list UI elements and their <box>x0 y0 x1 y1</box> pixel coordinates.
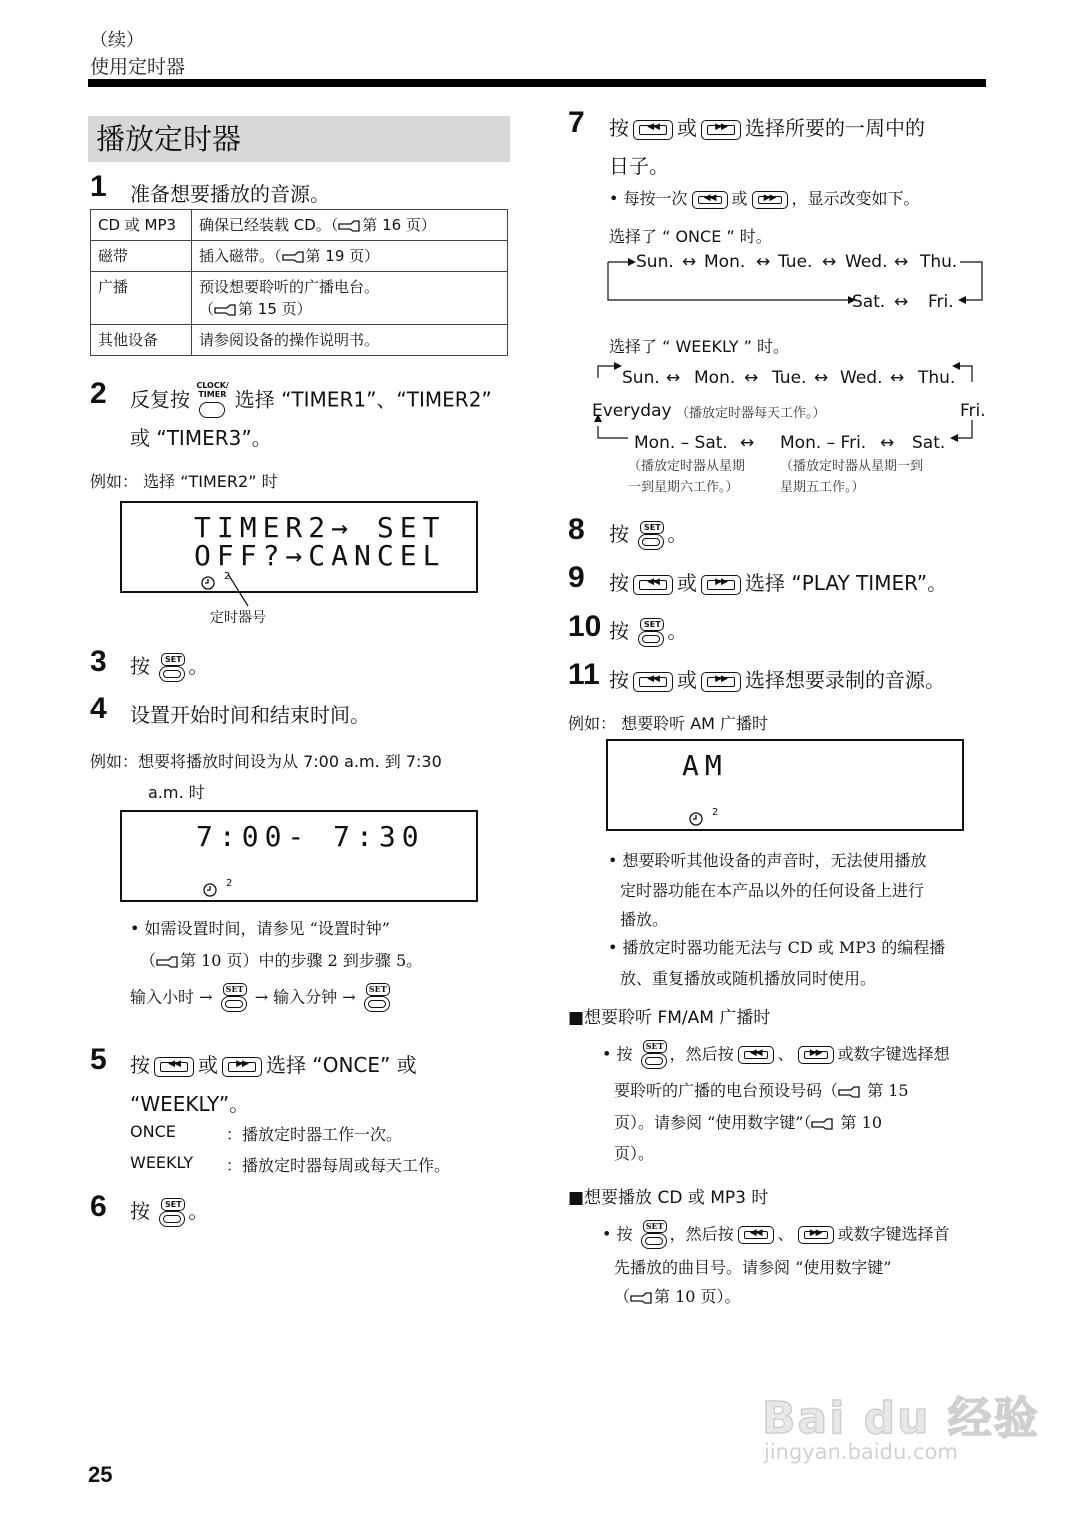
note-11-line: 播放。 <box>620 910 669 929</box>
step-1-number: 1 <box>90 170 107 203</box>
callout-line <box>226 572 256 610</box>
clock-timer-button-icon: CLOCK/ TIMER <box>196 383 228 419</box>
step-7-text-cont: 日子。 <box>609 154 669 178</box>
weekly-note-a-1: （播放定时器从星期 <box>628 459 746 474</box>
once-tue: Tue. <box>778 252 813 272</box>
step-8-text: 按 SET 。 <box>609 518 687 551</box>
next-button-icon: ▶▶ <box>752 191 788 209</box>
step-6-number: 6 <box>90 1190 107 1223</box>
set-button-icon: SET <box>158 653 186 683</box>
lcd-time: 7:00- 7:30 <box>196 820 425 853</box>
bidirectional-arrow-icon: ↔ <box>880 433 895 453</box>
previous-button-icon: ◀◀ <box>633 120 673 140</box>
once-thu: Thu. <box>920 252 958 272</box>
lcd-display-2 <box>120 810 478 902</box>
weekly-note-a-2: 一到星期六工作。） <box>628 480 739 495</box>
once-wed: Wed. <box>845 252 888 272</box>
timer-number: 2 <box>712 807 719 818</box>
note-11-line: • 播放定时器功能无法与 CD 或 MP3 的编程播 <box>608 938 946 957</box>
note-4-line-1: • 如需设置时间，请参见 “设置时钟” <box>130 919 390 938</box>
step-4-number: 4 <box>90 692 107 725</box>
timer-clock-icon <box>202 882 218 898</box>
cdmp3-line-2: 先播放的曲目号。请参阅 “使用数字键” <box>614 1258 892 1277</box>
set-button-icon: SET <box>637 618 665 648</box>
source-table <box>90 209 508 356</box>
set-button-icon: SET <box>640 1220 668 1250</box>
fmam-line-4: 页）。 <box>614 1144 655 1163</box>
bidirectional-arrow-icon: ↔ <box>894 292 909 312</box>
table-row <box>91 210 508 241</box>
weekly-everyday-note: （播放定时器每天工作。） <box>676 406 826 421</box>
continued-label: （续） <box>90 30 144 51</box>
lcd-display-1 <box>120 501 478 593</box>
next-button-icon: ▶▶ <box>701 575 741 595</box>
previous-button-icon: ◀◀ <box>633 672 673 692</box>
source-cell: CD 或 MP3 <box>91 210 192 241</box>
fmam-title: ■想要聆听 FM/AM 广播时 <box>568 1008 771 1028</box>
weekly-label: 选择了 “ WEEKLY ” 时。 <box>609 337 790 356</box>
cdmp3-line-1: • 按 SET ，然后按 ◀◀ 、 ▶▶ 或数字键选择首 <box>602 1220 950 1250</box>
next-button-icon: ▶▶ <box>798 1046 834 1064</box>
weekly-thu: Thu. <box>918 368 956 388</box>
next-button-icon: ▶▶ <box>701 672 741 692</box>
mode-once-desc: ：播放定时器工作一次。 <box>226 1125 403 1144</box>
reference-hand-icon <box>214 303 238 317</box>
step-7-number: 7 <box>568 106 585 139</box>
reference-hand-icon <box>811 1117 835 1131</box>
step-6-text: 按 SET 。 <box>130 1195 208 1228</box>
section-title: 播放定时器 <box>88 116 510 162</box>
cdmp3-line-3: （ 第 10 页）。 <box>614 1287 741 1306</box>
source-cell: 磁带 <box>91 241 192 272</box>
mode-once-key: ONCE <box>130 1122 176 1141</box>
weekly-mon-fri: Mon. – Fri. <box>780 433 867 453</box>
bidirectional-arrow-icon: ↔ <box>756 252 771 272</box>
fmam-line-2: 要聆听的广播的电台预设号码（ 第 15 <box>614 1081 909 1100</box>
previous-button-icon: ◀◀ <box>738 1046 774 1064</box>
header-rule <box>88 79 986 87</box>
timer-number: 2 <box>226 878 233 889</box>
weekly-mon-sat: Mon. – Sat. <box>634 433 728 453</box>
previous-button-icon: ◀◀ <box>154 1057 194 1077</box>
step-3-number: 3 <box>90 645 107 678</box>
reference-hand-icon <box>156 955 180 969</box>
bidirectional-arrow-icon: ↔ <box>744 368 759 388</box>
weekly-everyday: Everyday <box>592 401 672 421</box>
weekly-tue: Tue. <box>772 368 807 388</box>
set-button-icon: SET <box>363 983 391 1013</box>
note-4-line-3: 输入小时 → SET → 输入分钟 → SET <box>130 983 393 1013</box>
cdmp3-title: ■想要播放 CD 或 MP3 时 <box>568 1188 769 1208</box>
page-number: 25 <box>88 1462 113 1487</box>
step-9-number: 9 <box>568 561 585 594</box>
weekly-note-b-1: （播放定时器从星期一到 <box>780 459 924 474</box>
note-7: • 每按一次 ◀◀ 或 ▶▶ ，显示改变如下。 <box>609 189 920 208</box>
step-2-number: 2 <box>90 377 107 410</box>
example-2-cont: a.m. 时 <box>148 783 205 802</box>
step-10-number: 10 <box>568 610 602 643</box>
step-2-text-cont: 或 “TIMER3”。 <box>130 426 272 450</box>
set-button-icon: SET <box>158 1198 186 1228</box>
step-8-number: 8 <box>568 513 585 546</box>
lcd-source: AM <box>682 749 728 782</box>
note-11-line: • 想要聆听其他设备的声音时，无法使用播放 <box>608 851 927 870</box>
step-2-text: 反复按 CLOCK/ TIMER 选择 “TIMER1”、“TIMER2” <box>130 383 492 419</box>
weekly-wed: Wed. <box>840 368 883 388</box>
step-1-text: 准备想要播放的音源。 <box>130 182 330 206</box>
lcd-caption: 定时器号 <box>210 610 266 626</box>
weekly-note-b-2: 星期五工作。） <box>780 480 865 495</box>
lcd-display-3 <box>606 739 964 831</box>
once-label: 选择了 “ ONCE ” 时。 <box>609 227 772 246</box>
once-mon: Mon. <box>704 252 746 272</box>
action-cell: 确保已经装载 CD。（ 第 16 页） <box>192 210 508 241</box>
note-11-line: 放、重复播放或随机播放同时使用。 <box>620 969 877 988</box>
weekly-mon: Mon. <box>694 368 736 388</box>
weekly-sun: Sun. <box>622 368 660 388</box>
set-button-icon: SET <box>220 983 248 1013</box>
set-button-icon: SET <box>640 1040 668 1070</box>
step-5-text: 按 ◀◀ 或 ▶▶ 选择 “ONCE” 或 <box>130 1053 417 1077</box>
step-5-text-cont: “WEEKLY”。 <box>130 1092 250 1116</box>
lcd-line-1: TIMER2→ SET <box>194 511 446 544</box>
example-3: 例如： 想要聆听 AM 广播时 <box>568 714 769 733</box>
bidirectional-arrow-icon: ↔ <box>894 252 909 272</box>
source-cell: 其他设备 <box>91 325 192 356</box>
table-row <box>91 325 508 356</box>
previous-button-icon: ◀◀ <box>738 1226 774 1244</box>
step-5-number: 5 <box>90 1043 107 1076</box>
action-cell: 插入磁带。（ 第 19 页） <box>192 241 508 272</box>
note-11-line: 定时器功能在本产品以外的任何设备上进行 <box>620 881 925 900</box>
reference-hand-icon <box>282 250 306 264</box>
example-2: 例如：想要将播放时间设为从 7:00 a.m. 到 7:30 <box>90 752 442 771</box>
once-sun: Sun. <box>636 252 674 272</box>
step-11-number: 11 <box>568 658 600 691</box>
timer-clock-icon <box>200 575 216 591</box>
mode-weekly-desc: ：播放定时器每周或每天工作。 <box>226 1156 451 1175</box>
table-row <box>91 272 508 325</box>
step-4-text: 设置开始时间和结束时间。 <box>130 703 370 727</box>
bidirectional-arrow-icon: ↔ <box>822 252 837 272</box>
reference-hand-icon <box>630 1291 654 1305</box>
step-7-text: 按 ◀◀ 或 ▶▶ 选择所要的一周中的 <box>609 116 925 140</box>
step-11-text: 按 ◀◀ 或 ▶▶ 选择想要录制的音源。 <box>609 668 945 692</box>
source-cell: 广播 <box>91 272 192 325</box>
previous-button-icon: ◀◀ <box>692 191 728 209</box>
mode-weekly-key: WEEKLY <box>130 1153 194 1172</box>
previous-button-icon: ◀◀ <box>633 575 673 595</box>
once-fri: Fri. <box>928 292 954 312</box>
watermark-logo: Bai du 经验 <box>762 1393 1040 1444</box>
chapter-title: 使用定时器 <box>90 56 186 78</box>
next-button-icon: ▶▶ <box>222 1057 262 1077</box>
bidirectional-arrow-icon: ↔ <box>666 368 681 388</box>
next-button-icon: ▶▶ <box>798 1226 834 1244</box>
step-9-text: 按 ◀◀ 或 ▶▶ 选择 “PLAY TIMER”。 <box>609 571 948 595</box>
once-sat: Sat. <box>852 292 886 312</box>
watermark-url: jingyan.baidu.com <box>764 1440 958 1464</box>
action-cell: 预设想要聆听的广播电台。 （ 第 15 页） <box>192 272 508 325</box>
note-4-line-2: （ 第 10 页）中的步骤 2 到步骤 5。 <box>140 951 423 970</box>
bidirectional-arrow-icon: ↔ <box>682 252 697 272</box>
table-row <box>91 241 508 272</box>
lcd-line-2: OFF?→CANCEL <box>194 539 446 572</box>
weekly-sat: Sat. <box>912 433 946 453</box>
reference-hand-icon <box>838 1085 862 1099</box>
bidirectional-arrow-icon: ↔ <box>814 368 829 388</box>
action-cell: 请参阅设备的操作说明书。 <box>192 325 508 356</box>
example-1: 例如： 选择 “TIMER2” 时 <box>90 472 278 491</box>
fmam-line-1: • 按 SET ，然后按 ◀◀ 、 ▶▶ 或数字键选择想 <box>602 1040 950 1070</box>
next-button-icon: ▶▶ <box>701 120 741 140</box>
weekly-fri: Fri. <box>960 401 986 421</box>
fmam-line-3: 页）。请参阅 “使用数字键”（ 第 10 <box>614 1113 882 1132</box>
set-button-icon: SET <box>637 521 665 551</box>
bidirectional-arrow-icon: ↔ <box>890 368 905 388</box>
reference-hand-icon <box>338 219 362 233</box>
bidirectional-arrow-icon: ↔ <box>740 433 755 453</box>
step-3-text: 按 SET 。 <box>130 650 208 683</box>
timer-clock-icon <box>688 811 704 827</box>
step-10-text: 按 SET 。 <box>609 615 687 648</box>
timer-number: 2 <box>224 571 231 582</box>
